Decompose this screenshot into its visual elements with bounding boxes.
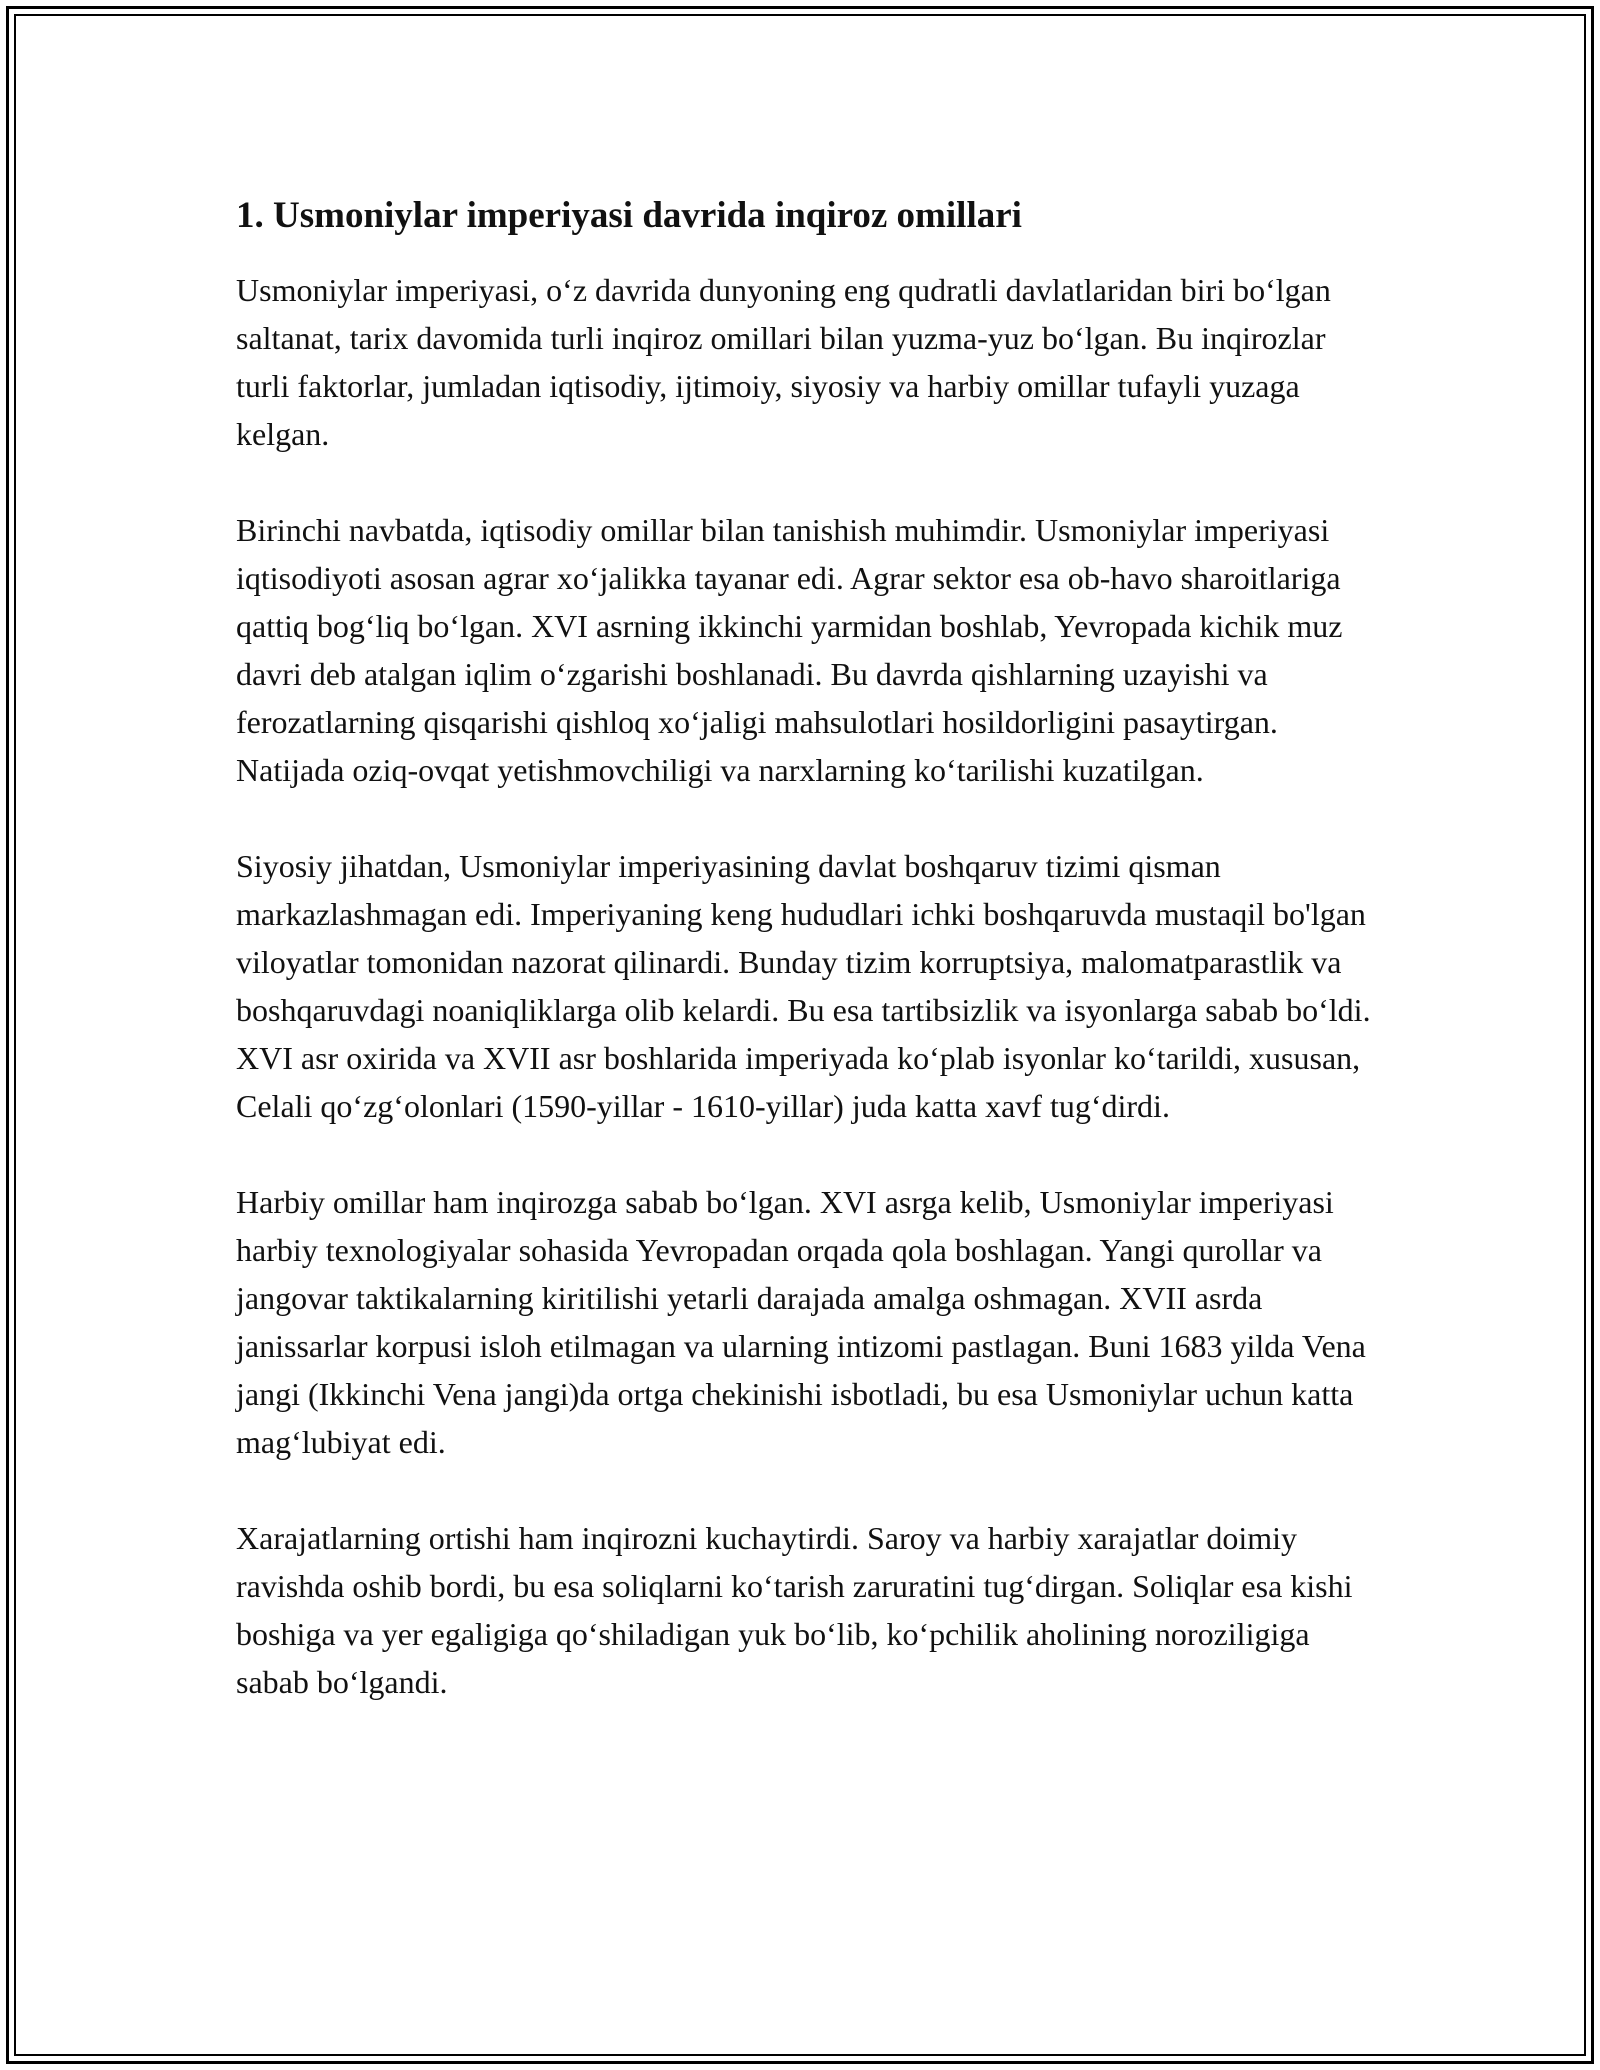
document-body (236, 188, 1376, 1754)
paragraph-military: Harbiy omillar ham inqirozga sabab bo‘lgan. XVI asrga kelib, Usmoniylar imperiyasi harbiy texnologiyalar sohasida Yevropadan orqada qola boshlagan. Yangi qurollar va jangovar taktikalarning kiritilishi yetarli darajada amalga oshmagan. XVII asrda janissarlar korpusi isloh etilmagan va ularning intizomi pastlagan. Buni 1683 yilda Vena jangi (Ikkinchi Vena jangi)da ortga chekinishi isbotladi, bu esa Usmoniylar uchun katta mag‘lubiyat edi. (236, 1184, 1366, 1460)
paragraph-intro: Usmoniylar imperiyasi, o‘z davrida dunyoning eng qudratli davlatlaridan biri bo‘lgan saltanat, tarix davomida turli inqiroz omillari bilan yuzma-yuz bo‘lgan. Bu inqirozlar turli faktorlar, jumladan iqtisodiy, ijtimoiy, siyosiy va harbiy omillar tufayli yuzaga kelgan. (236, 272, 1331, 452)
paragraph-economic: Birinchi navbatda, iqtisodiy omillar bilan tanishish muhimdir. Usmoniylar imperiyasi iqtisodiyoti asosan agrar xo‘jalikka tayanar edi. Agrar sektor esa ob-havo sharoitlariga qattiq bog‘liq bo‘lgan. XVI asrning ikkinchi yarmidan boshlab, Yevropada kichik muz davri deb atalgan iqlim o‘zgarishi boshlanadi. Bu davrda qishlarning uzayishi va ferozatlarning qisqarishi qishloq xo‘jaligi mahsulotlari hosildorligini pasaytirgan. Natijada oziq-ovqat yetishmovchiligi va narxlarning ko‘tarilishi kuzatilgan. (236, 512, 1343, 788)
section-heading: 1. Usmoniylar imperiyasi davrida inqiroz omillari (236, 195, 1022, 236)
paragraph-expenses: Xarajatlarning ortishi ham inqirozni kuchaytirdi. Saroy va harbiy xarajatlar doimiy ravishda oshib bordi, bu esa soliqlarni ko‘tarish zaruratini tug‘dirgan. Soliqlar esa kishi boshiga va yer egaligiga qo‘shiladigan yuk bo‘lib, ko‘pchilik aholining noroziligiga sabab bo‘lgandi. (236, 1520, 1353, 1700)
paragraph-political: Siyosiy jihatdan, Usmoniylar imperiyasining davlat boshqaruv tizimi qisman markazlashmagan edi. Imperiyaning keng hududlari ichki boshqaruvda mustaqil bo'lgan viloyatlar tomonidan nazorat qilinardi. Bunday tizim korruptsiya, malomatparastlik va boshqaruvdagi noaniqliklarga olib kelardi. Bu esa tartibsizlik va isyonlarga sabab bo‘ldi. XVI asr oxirida va XVII asr boshlarida imperiyada ko‘plab isyonlar ko‘tarildi, xususan, Celali qo‘zg‘olonlari (1590-yillar - 1610-yillar) juda katta xavf tug‘dirdi. (236, 848, 1371, 1124)
